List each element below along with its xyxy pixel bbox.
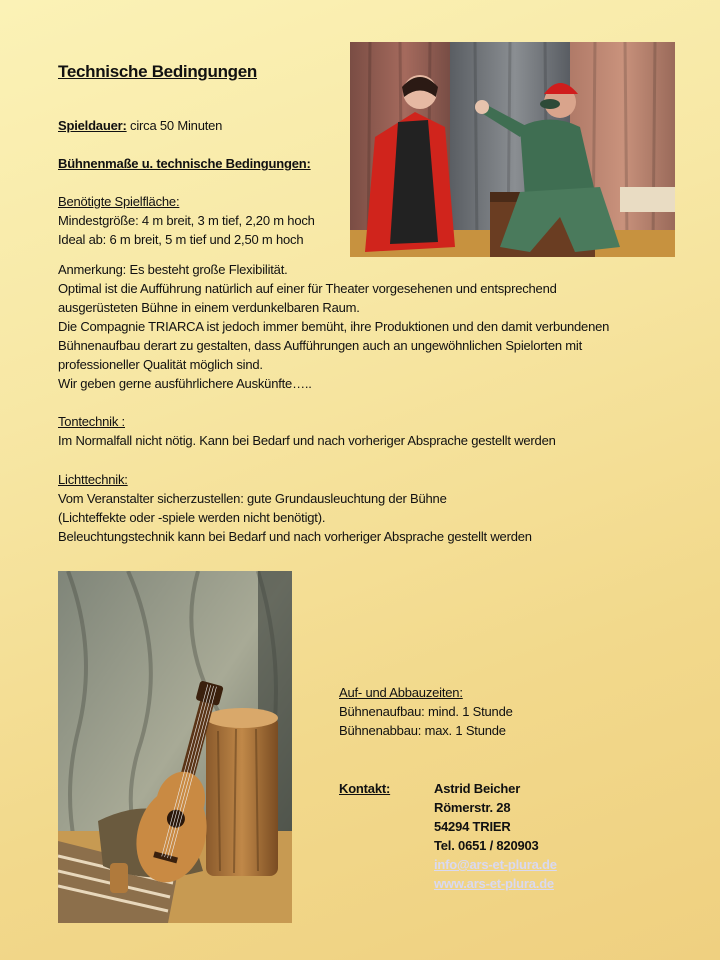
kontakt-street: Römerstr. 28 bbox=[434, 800, 511, 815]
kontakt-name: Astrid Beicher bbox=[434, 781, 521, 796]
anmerkung-line: Anmerkung: Es besteht große Flexibilität. bbox=[58, 262, 288, 277]
email-link[interactable]: info@ars-et-plura.de bbox=[434, 857, 557, 872]
anmerkung-line: Optimal ist die Aufführung natürlich auf einer für Theater vorgesehenen und entsprechend bbox=[58, 281, 557, 296]
spielflaeche-line: Ideal ab: 6 m breit, 5 m tief und 2,50 m hoch bbox=[58, 232, 304, 247]
kontakt-city: 54294 TRIER bbox=[434, 819, 511, 834]
lichttechnik-heading: Lichttechnik: bbox=[58, 472, 128, 487]
spieldauer bbox=[58, 116, 222, 135]
tontechnik-text: Im Normalfall nicht nötig. Kann bei Bedarf und nach vorheriger Absprache gestellt werden bbox=[58, 433, 556, 448]
anmerkung-line: ausgerüsteten Bühne in einem verdunkelbaren Raum. bbox=[58, 300, 360, 315]
spielflaeche-line: Mindestgröße: 4 m breit, 3 m tief, 2,20 m hoch bbox=[58, 213, 315, 228]
page-title: Technische Bedingungen bbox=[58, 62, 257, 81]
lichttechnik-line: Vom Veranstalter sicherzustellen: gute Grundausleuchtung der Bühne bbox=[58, 491, 447, 506]
tontechnik-heading: Tontechnik : bbox=[58, 414, 125, 429]
abbau-line: Bühnenabbau: max. 1 Stunde bbox=[339, 723, 506, 738]
kontakt-phone: Tel. 0651 / 820903 bbox=[434, 838, 539, 853]
ukulele-photo-illustration bbox=[58, 571, 292, 923]
website-link[interactable]: www.ars-et-plura.de bbox=[434, 876, 554, 891]
spielflaeche-heading: Benötigte Spielfläche: bbox=[58, 194, 180, 209]
kontakt-label: Kontakt: bbox=[339, 781, 391, 796]
aufbau-heading: Auf- und Abbauzeiten: bbox=[339, 685, 463, 700]
spieldauer-value: circa 50 Minuten bbox=[126, 118, 223, 133]
stage-photo-illustration bbox=[350, 42, 675, 257]
spieldauer-label: Spieldauer: bbox=[58, 118, 127, 133]
anmerkung-line: Die Compagnie TRIARCA ist jedoch immer bemüht, ihre Produktionen und den damit verbundenen bbox=[58, 319, 610, 334]
lichttechnik-line: Beleuchtungstechnik kann bei Bedarf und nach vorheriger Absprache gestellt werden bbox=[58, 529, 532, 544]
anmerkung-line: professioneller Qualität möglich sind. bbox=[58, 357, 263, 372]
lichttechnik-line: (Lichteffekte oder -spiele werden nicht benötigt). bbox=[58, 510, 326, 525]
buehnenmasse-heading: Bühnenmaße u. technische Bedingungen: bbox=[58, 156, 311, 171]
anmerkung-line: Wir geben gerne ausführlichere Auskünfte….. bbox=[58, 376, 312, 391]
anmerkung-line: Bühnenaufbau derart zu gestalten, dass Aufführungen auch an ungewöhnlichen Spielorten mit bbox=[58, 338, 583, 353]
stage-photo bbox=[350, 42, 675, 257]
aufbau-line: Bühnenaufbau: mind. 1 Stunde bbox=[339, 704, 513, 719]
ukulele-photo bbox=[58, 571, 292, 923]
